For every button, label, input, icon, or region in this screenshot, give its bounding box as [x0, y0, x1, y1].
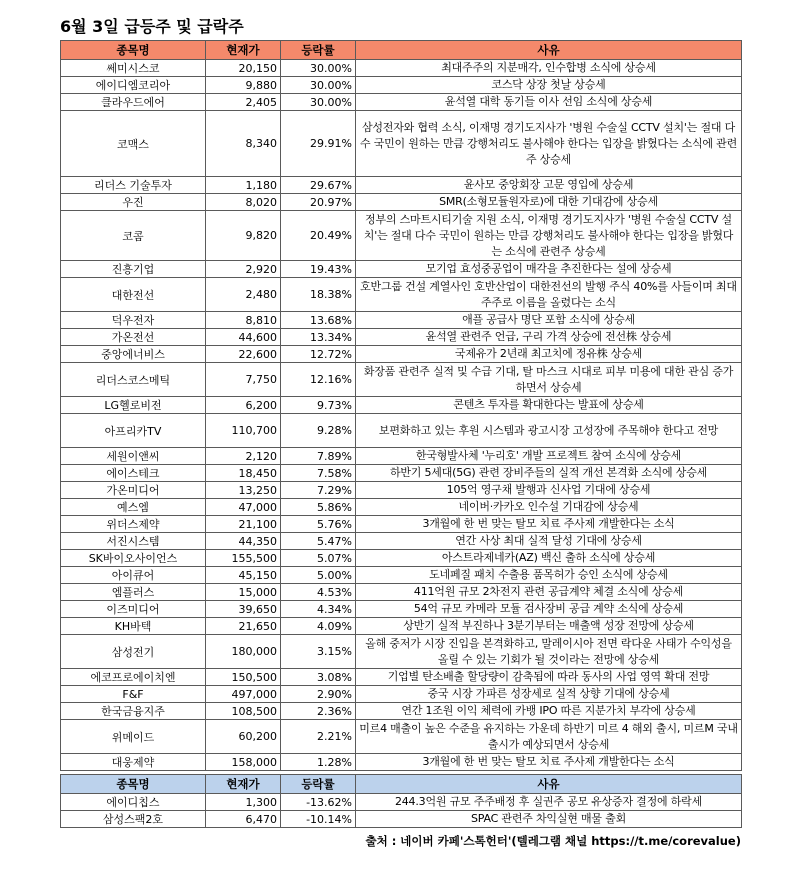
- stock-price: 180,000: [206, 635, 281, 669]
- table-row: [61, 754, 742, 771]
- stock-name: 이즈미디어: [61, 601, 206, 618]
- table-row: [61, 261, 742, 278]
- table-row: [61, 533, 742, 550]
- stock-rate: 2.36%: [281, 703, 356, 720]
- stock-reason: 국제유가 2년래 최고치에 정유株 상승세: [356, 346, 742, 363]
- table-row: [61, 703, 742, 720]
- table-row: [61, 499, 742, 516]
- header-price: 현재가: [206, 41, 281, 60]
- stock-reason: 중국 시장 가파른 성장세로 실적 상향 기대에 상승세: [356, 686, 742, 703]
- stock-name: 삼성전기: [61, 635, 206, 669]
- stock-name: 쎄미시스코: [61, 60, 206, 77]
- stock-reason: 411억원 규모 2차전지 관련 공급계약 체결 소식에 상승세: [356, 584, 742, 601]
- stock-price: 22,600: [206, 346, 281, 363]
- stock-name: 코콤: [61, 211, 206, 261]
- stock-price: 15,000: [206, 584, 281, 601]
- stock-reason: 54억 규모 카메라 모듈 검사장비 공급 계약 소식에 상승세: [356, 601, 742, 618]
- falling-stocks-table: [60, 774, 742, 828]
- stock-rate: 4.34%: [281, 601, 356, 618]
- stock-reason: 보편화하고 있는 후원 시스템과 광고시장 고성장에 주목해야 한다고 전망: [356, 414, 742, 448]
- table-row: [61, 177, 742, 194]
- table-row: [61, 194, 742, 211]
- table-row: [61, 601, 742, 618]
- table-row: [61, 669, 742, 686]
- stock-reason: 네이버·카카오 인수설 기대감에 상승세: [356, 499, 742, 516]
- stock-name: 한국금융지주: [61, 703, 206, 720]
- stock-rate: 7.58%: [281, 465, 356, 482]
- stock-rate: -10.14%: [281, 811, 356, 828]
- stock-name: 에이디칩스: [61, 794, 206, 811]
- stock-reason: 한국형발사체 '누리호' 개발 프로젝트 참여 소식에 상승세: [356, 448, 742, 465]
- stock-price: 8,020: [206, 194, 281, 211]
- stock-price: 45,150: [206, 567, 281, 584]
- stock-price: 158,000: [206, 754, 281, 771]
- stock-rate: 29.91%: [281, 111, 356, 177]
- table-row: [61, 811, 742, 828]
- stock-price: 6,200: [206, 397, 281, 414]
- stock-name: 삼성스팩2호: [61, 811, 206, 828]
- table-row: [61, 550, 742, 567]
- header-rate: 등락률: [281, 41, 356, 60]
- stock-reason: 기업별 탄소배출 할당량이 감축됨에 따라 동사의 사업 영역 확대 전망: [356, 669, 742, 686]
- stock-name: 세원이앤씨: [61, 448, 206, 465]
- stock-reason: 105억 영구채 발행과 신사업 기대에 상승세: [356, 482, 742, 499]
- stock-reason: 화장품 관련주 실적 및 수급 기대, 탈 마스크 시대로 피부 미용에 대한 관심 증가하면서 상승세: [356, 363, 742, 397]
- stock-rate: 2.90%: [281, 686, 356, 703]
- stock-name: 리더스코스메틱: [61, 363, 206, 397]
- stock-rate: 7.29%: [281, 482, 356, 499]
- stock-reason: 윤석열 대학 동기들 이사 선임 소식에 상승세: [356, 94, 742, 111]
- stock-name: 엠플러스: [61, 584, 206, 601]
- stock-name: 에코프로에이치엔: [61, 669, 206, 686]
- table-row: [61, 211, 742, 261]
- stock-name: 아프리카TV: [61, 414, 206, 448]
- stock-rate: 7.89%: [281, 448, 356, 465]
- stock-name: 아이큐어: [61, 567, 206, 584]
- stock-price: 9,820: [206, 211, 281, 261]
- stock-rate: 5.76%: [281, 516, 356, 533]
- table-row: [61, 414, 742, 448]
- stock-price: 2,120: [206, 448, 281, 465]
- stock-rate: 4.09%: [281, 618, 356, 635]
- stock-reason: 상반기 실적 부진하나 3분기부터는 매출액 성장 전망에 상승세: [356, 618, 742, 635]
- stock-name: 우진: [61, 194, 206, 211]
- table-row: [61, 794, 742, 811]
- stock-rate: 5.86%: [281, 499, 356, 516]
- stock-price: 1,180: [206, 177, 281, 194]
- table-row: [61, 635, 742, 669]
- stock-reason: 3개월에 한 번 맞는 탈모 치료 주사제 개발한다는 소식: [356, 516, 742, 533]
- stock-name: 덕우전자: [61, 312, 206, 329]
- stock-name: SK바이오사이언스: [61, 550, 206, 567]
- stock-reason: 연간 사상 최대 실적 달성 기대에 상승세: [356, 533, 742, 550]
- stock-reason: 삼성전자와 협력 소식, 이재명 경기도지사가 '병원 수술실 CCTV 설치'는 절대 다수 국민이 원하는 만큼 강행처리도 불사해야 한다는 입장을 밝혔다는 소식에 관련주 상승세: [356, 111, 742, 177]
- stock-name: 예스엠: [61, 499, 206, 516]
- stock-price: 155,500: [206, 550, 281, 567]
- stock-price: 2,405: [206, 94, 281, 111]
- stock-rate: 30.00%: [281, 94, 356, 111]
- stock-name: 리더스 기술투자: [61, 177, 206, 194]
- stock-reason: 모기업 효성중공업이 매각을 추진한다는 설에 상승세: [356, 261, 742, 278]
- table-row: [61, 516, 742, 533]
- stock-name: F&F: [61, 686, 206, 703]
- stock-name: 중앙에너비스: [61, 346, 206, 363]
- source-note: 출처 : 네이버 카페'스톡헌터'(텔레그램 채널 https://t.me/corevalue): [365, 834, 741, 848]
- stock-rate: 20.97%: [281, 194, 356, 211]
- stock-name: 에이디엠코리아: [61, 77, 206, 94]
- stock-price: 8,340: [206, 111, 281, 177]
- table-row: [61, 329, 742, 346]
- stock-rate: 5.07%: [281, 550, 356, 567]
- stock-price: 18,450: [206, 465, 281, 482]
- stock-name: 가온전선: [61, 329, 206, 346]
- stock-price: 60,200: [206, 720, 281, 754]
- stock-price: 21,650: [206, 618, 281, 635]
- stock-rate: 19.43%: [281, 261, 356, 278]
- stock-price: 2,480: [206, 278, 281, 312]
- table-row: [61, 686, 742, 703]
- stock-reason: SMR(소형모듈원자로)에 대한 기대감에 상승세: [356, 194, 742, 211]
- stock-reason: 최대주주의 지분매각, 인수합병 소식에 상승세: [356, 60, 742, 77]
- stock-rate: 13.68%: [281, 312, 356, 329]
- stock-price: 44,600: [206, 329, 281, 346]
- table-row: [61, 567, 742, 584]
- table-row: [61, 346, 742, 363]
- stock-reason: 244.3억원 규모 주주배정 후 실권주 공모 유상증자 결정에 하락세: [356, 794, 742, 811]
- header-name: 종목명: [61, 775, 206, 794]
- stock-rate: 3.15%: [281, 635, 356, 669]
- stock-rate: 3.08%: [281, 669, 356, 686]
- stock-reason: 도네페질 패치 수출용 품목허가 승인 소식에 상승세: [356, 567, 742, 584]
- stock-price: 47,000: [206, 499, 281, 516]
- stock-rate: 9.73%: [281, 397, 356, 414]
- header-name: 종목명: [61, 41, 206, 60]
- stock-rate: 2.21%: [281, 720, 356, 754]
- table-row: [61, 618, 742, 635]
- stock-rate: -13.62%: [281, 794, 356, 811]
- stock-reason: 애플 공급사 명단 포함 소식에 상승세: [356, 312, 742, 329]
- stock-reason: 정부의 스마트시티기술 지원 소식, 이재명 경기도지사가 '병원 수술실 CCTV 설치'는 절대 다수 국민이 원하는 만큼 강행처리도 불사해야 한다는 입장을 밝혔다는 소식에 관련주 상승세: [356, 211, 742, 261]
- stock-price: 39,650: [206, 601, 281, 618]
- stock-name: 대한전선: [61, 278, 206, 312]
- stock-price: 21,100: [206, 516, 281, 533]
- table-row: [61, 482, 742, 499]
- table-row: [61, 278, 742, 312]
- table-header-row: [61, 41, 742, 60]
- stock-reason: 윤사모 중앙회장 고문 영입에 상승세: [356, 177, 742, 194]
- stock-price: 13,250: [206, 482, 281, 499]
- stock-name: 에이스테크: [61, 465, 206, 482]
- stock-reason: 콘텐츠 투자를 확대한다는 발표에 상승세: [356, 397, 742, 414]
- stock-price: 150,500: [206, 669, 281, 686]
- stock-price: 2,920: [206, 261, 281, 278]
- page-title: 6월 3일 급등주 및 급락주: [60, 17, 244, 36]
- header-reason: 사유: [356, 41, 742, 60]
- stock-name: LG헬로비전: [61, 397, 206, 414]
- stock-name: KH바텍: [61, 618, 206, 635]
- stock-reason: 하반기 5세대(5G) 관련 장비주들의 실적 개선 본격화 소식에 상승세: [356, 465, 742, 482]
- stock-rate: 18.38%: [281, 278, 356, 312]
- stock-rate: 13.34%: [281, 329, 356, 346]
- table-row: [61, 312, 742, 329]
- stock-name: 가온미디어: [61, 482, 206, 499]
- stock-rate: 9.28%: [281, 414, 356, 448]
- stock-reason: SPAC 관련주 차익실현 매물 출회: [356, 811, 742, 828]
- stock-price: 20,150: [206, 60, 281, 77]
- stock-reason: 윤석열 관련주 언급, 구리 가격 상승에 전선株 상승세: [356, 329, 742, 346]
- table-row: [61, 448, 742, 465]
- stock-price: 8,810: [206, 312, 281, 329]
- stock-reason: 3개월에 한 번 맞는 탈모 치료 주사제 개발한다는 소식: [356, 754, 742, 771]
- stock-name: 코맥스: [61, 111, 206, 177]
- stock-reason: 미르4 매출이 높은 수준을 유지하는 가운데 하반기 미르 4 해외 출시, 미르M 국내 출시가 예상되면서 상승세: [356, 720, 742, 754]
- stock-price: 7,750: [206, 363, 281, 397]
- stock-rate: 5.47%: [281, 533, 356, 550]
- stock-rate: 1.28%: [281, 754, 356, 771]
- stock-name: 위메이드: [61, 720, 206, 754]
- stock-price: 497,000: [206, 686, 281, 703]
- rising-stocks-table: [60, 40, 742, 771]
- stock-reason: 코스닥 상장 첫날 상승세: [356, 77, 742, 94]
- stock-rate: 4.53%: [281, 584, 356, 601]
- stock-name: 대웅제약: [61, 754, 206, 771]
- stock-price: 9,880: [206, 77, 281, 94]
- table-row: [61, 397, 742, 414]
- table-row: [61, 60, 742, 77]
- stock-name: 진흥기업: [61, 261, 206, 278]
- stock-reason: 아스트라제네카(AZ) 백신 출하 소식에 상승세: [356, 550, 742, 567]
- table-row: [61, 720, 742, 754]
- stock-rate: 12.16%: [281, 363, 356, 397]
- header-rate: 등락률: [281, 775, 356, 794]
- stock-rate: 5.00%: [281, 567, 356, 584]
- table-row: [61, 465, 742, 482]
- stock-rate: 30.00%: [281, 60, 356, 77]
- stock-reason: 올해 중저가 시장 진입을 본격화하고, 말레이시아 전면 락다운 사태가 수익성을 올릴 수 있는 기회가 될 것이라는 전망에 상승세: [356, 635, 742, 669]
- stock-price: 108,500: [206, 703, 281, 720]
- stock-rate: 12.72%: [281, 346, 356, 363]
- header-reason: 사유: [356, 775, 742, 794]
- header-price: 현재가: [206, 775, 281, 794]
- table-row: [61, 94, 742, 111]
- stock-price: 44,350: [206, 533, 281, 550]
- stock-rate: 29.67%: [281, 177, 356, 194]
- table-header-row: [61, 775, 742, 794]
- stock-price: 110,700: [206, 414, 281, 448]
- stock-name: 클라우드에어: [61, 94, 206, 111]
- stock-rate: 30.00%: [281, 77, 356, 94]
- stock-price: 6,470: [206, 811, 281, 828]
- stock-name: 서진시스템: [61, 533, 206, 550]
- table-row: [61, 77, 742, 94]
- stock-reason: 호반그룹 건설 계열사인 호반산업이 대한전선의 발행 주식 40%를 사들이며 최대주주로 이름을 올렸다는 소식: [356, 278, 742, 312]
- table-row: [61, 584, 742, 601]
- stock-reason: 연간 1조원 이익 체력에 카뱅 IPO 따른 지분가치 부각에 상승세: [356, 703, 742, 720]
- table-row: [61, 363, 742, 397]
- stock-price: 1,300: [206, 794, 281, 811]
- table-row: [61, 111, 742, 177]
- stock-name: 위더스제약: [61, 516, 206, 533]
- stock-rate: 20.49%: [281, 211, 356, 261]
